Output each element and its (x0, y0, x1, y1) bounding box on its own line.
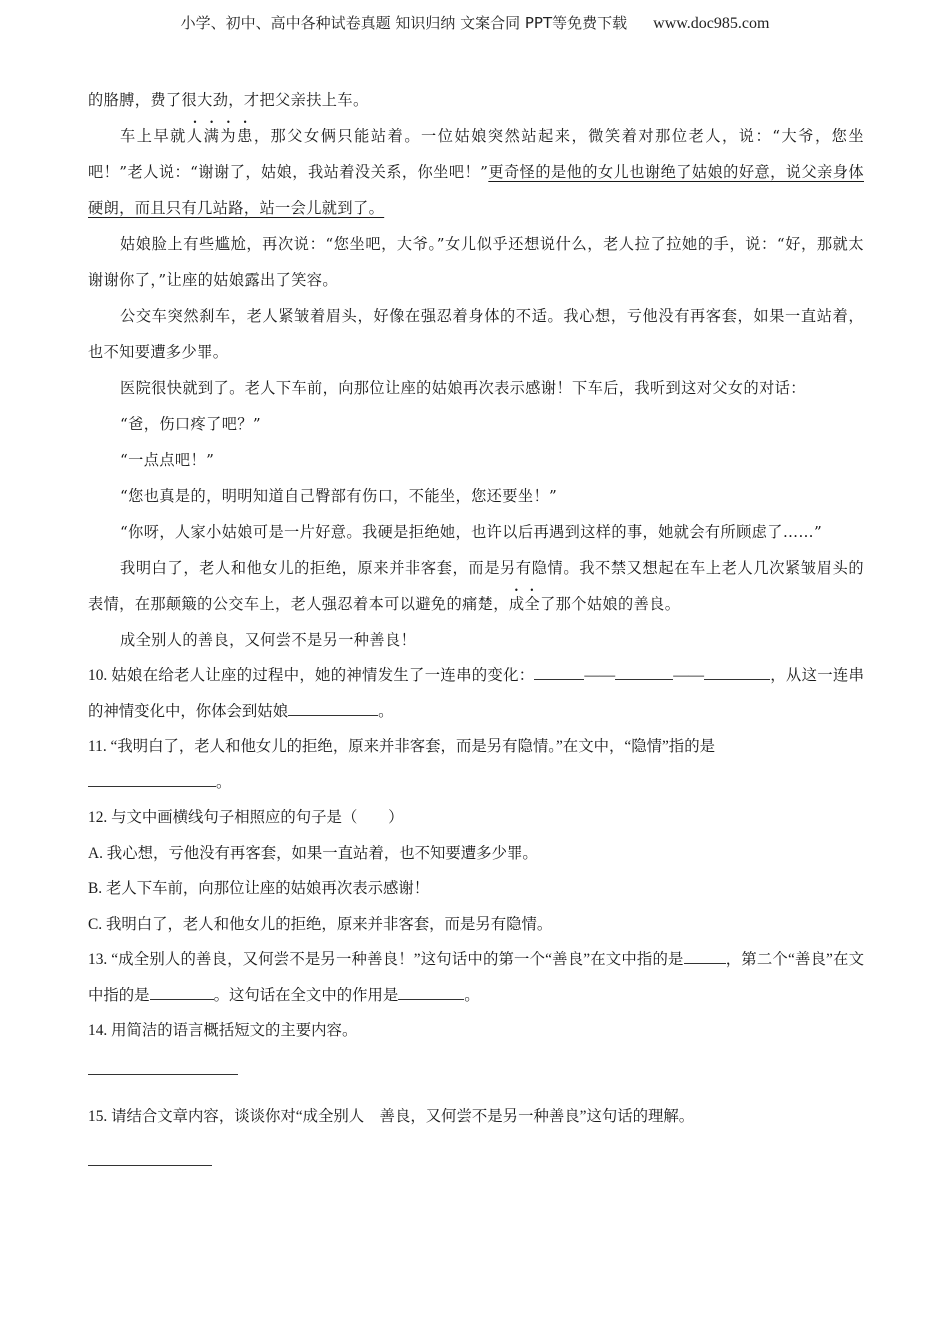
document-body (88, 82, 864, 1166)
answer-blank[interactable] (88, 770, 216, 787)
answer-blank[interactable] (398, 983, 464, 1000)
passage-conclusion: 成全别人的善良，又何尝不是另一种善良！ (120, 631, 417, 649)
passage-paragraph: 公交车突然刹车，老人紧皱着眉头，好像在强忍着身体的不适。我心想，亏他没有再客套，如果一直站着，也不知要遭多少罪。 (88, 307, 864, 361)
answer-blank[interactable] (704, 663, 770, 680)
question-13: 13. “成全别人的善良，又何尝不是另一种善良！”这句话中的第一个“善良”在文中指的是 ，第二个“善良”在文中指的是 。这句话在全文中的作用是 。 (88, 942, 864, 1013)
emphasis-dots: 成全 (508, 595, 541, 613)
answer-line[interactable] (88, 1164, 212, 1166)
option-b[interactable]: B. 老人下车前，向那位让座的姑娘再次表示感谢！ (88, 880, 430, 897)
header-text: 小学、初中、高中各种试卷真题 知识归纳 文案合同 PPT等免费下载 (180, 14, 628, 32)
option-a[interactable]: A. 我心想，亏他没有再客套，如果一直站着，也不知要遭多少罪。 (88, 844, 538, 862)
passage-paragraph: 医院很快就到了。老人下车前，向那位让座的姑娘再次表示感谢！下车后，我听到这对父女的对话： (120, 379, 806, 397)
page-header (0, 12, 950, 33)
answer-blank[interactable] (615, 663, 673, 680)
header-site: www.doc985.com (653, 15, 770, 32)
passage-paragraph: 车上早就人满为患，那父女俩只能站着。一位姑娘突然站起来，微笑着对那位老人，说：“大爷，您坐吧！”老人说：“谢谢了，姑娘，我站着没关系，你坐吧！”更奇怪的是他的女儿也谢绝了姑娘的好意，说父亲身体硬朗，而且只有几站路，站一会儿就到了。 (88, 127, 864, 217)
dialogue-line: “一点点吧！” (120, 451, 215, 469)
passage-paragraph: 的胳膊，费了很大劲，才把父亲扶上车。 (88, 91, 369, 109)
question-12: 12. 与文中画横线句子相照应的句子是（ ） (88, 809, 404, 826)
option-c[interactable]: C. 我明白了，老人和他女儿的拒绝，原来并非客套，而是另有隐情。 (88, 915, 553, 933)
emphasis-dots: 人满为患 (186, 127, 254, 145)
answer-blank[interactable] (150, 983, 214, 1000)
question-14: 14. 用简洁的语言概括短文的主要内容。 (88, 1022, 358, 1039)
answer-blank[interactable] (534, 663, 584, 680)
answer-blank[interactable] (288, 699, 378, 716)
question-11: 11. “我明白了，老人和他女儿的拒绝，原来并非客套，而是另有隐情。”在文中，“隐情”指的是 。 (88, 738, 715, 791)
question-15: 15. 请结合文章内容，谈谈你对“成全别人 善良，又何尝不是另一种善良”这句话的理解。 (88, 1107, 695, 1125)
dialogue-line: “爸，伤口疼了吧？” (120, 415, 262, 433)
passage-paragraph: 我明白了，老人和他女儿的拒绝，原来并非客套，而是另有隐情。我不禁又想起在车上老人几次紧皱眉头的表情，在那颠簸的公交车上，老人强忍着本可以避免的痛楚，成全了那个姑娘的善良。 (88, 559, 864, 613)
underlined-sentence: 更奇怪的是他的女儿也谢绝了姑娘的好意，说父亲身体硬朗，而且只有几站路，站一会儿就到了。 (88, 163, 864, 217)
passage-paragraph: 姑娘脸上有些尴尬，再次说：“您坐吧，大爷。”女儿似乎还想说什么，老人拉了拉她的手，说：“好，那就太谢谢你了，”让座的姑娘露出了笑容。 (88, 235, 864, 289)
answer-blank[interactable] (684, 947, 726, 964)
dialogue-line: “您也真是的，明明知道自己臀部有伤口，不能坐，您还要坐！” (120, 487, 558, 505)
question-10: 10. 姑娘在给老人让座的过程中，她的神情发生了一连串的变化： —— —— ，从这一连串的神情变化中，你体会到姑娘 。 (88, 658, 864, 729)
dialogue-line: “你呀，人家小姑娘可是一片好意。我硬是拒绝她，也许以后再遇到这样的事，她就会有所顾虑了……” (120, 523, 823, 541)
